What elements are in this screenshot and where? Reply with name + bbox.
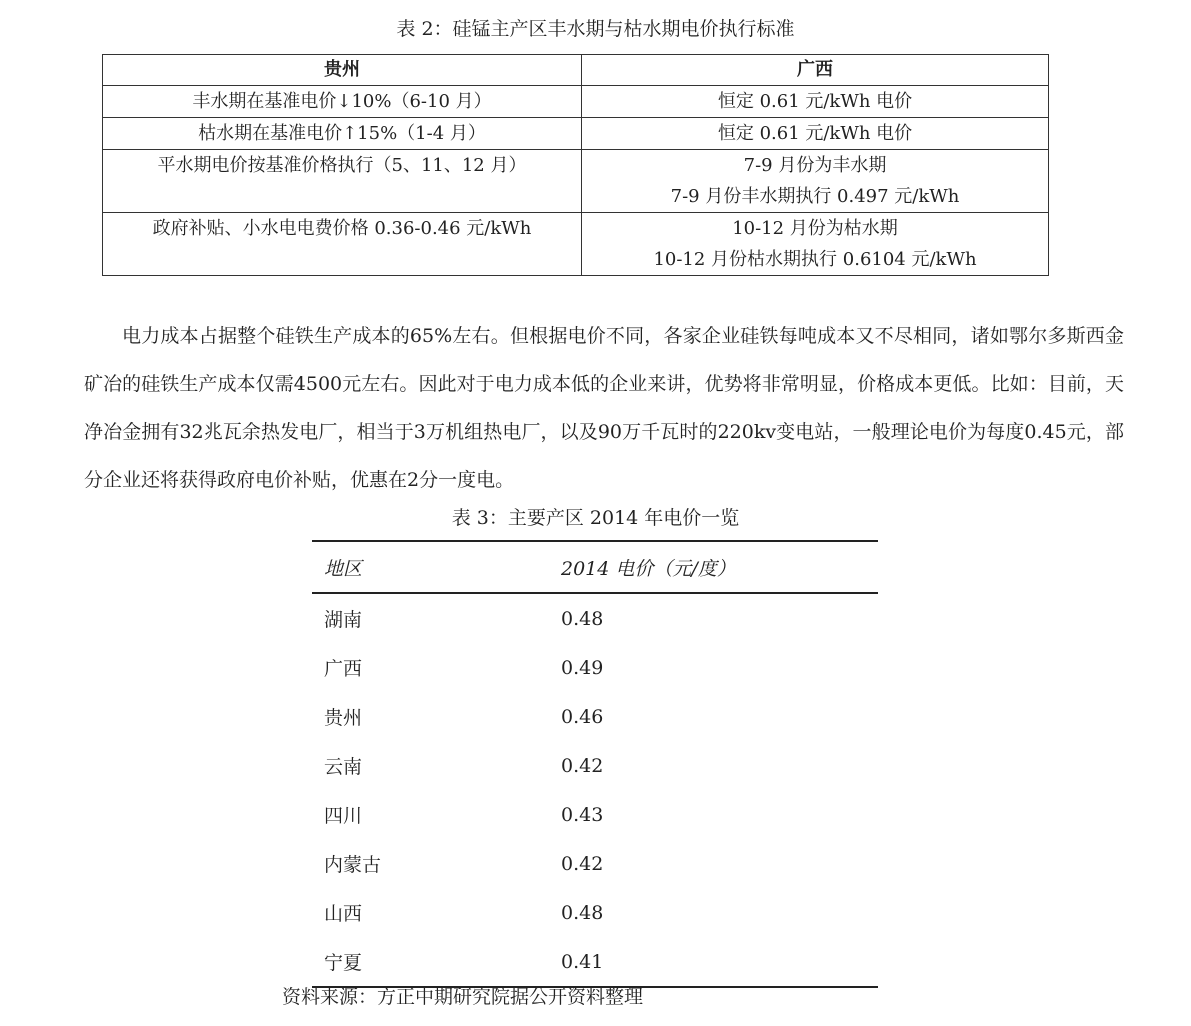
table3-price-by-region <box>312 540 878 988</box>
table3-caption: 表 3：主要产区 2014 年电价一览 <box>451 507 740 529</box>
cell-line: 枯水期在基准电价↑15%（1-4 月） <box>198 123 486 144</box>
cell-line: 丰水期在基准电价↓10%（6-10 月） <box>192 91 492 112</box>
cell-line: 恒定 0.61 元/kWh 电价 <box>717 91 913 112</box>
cell-line: 7-9 月份为丰水期 <box>743 155 887 176</box>
region-cell: 内蒙古 <box>324 854 382 876</box>
cell-line: 平水期电价按基准价格执行（5、11、12 月） <box>157 155 527 176</box>
price-cell: 0.42 <box>561 852 604 875</box>
table2-cell <box>582 150 1049 213</box>
table-row <box>312 593 878 643</box>
region-cell: 山西 <box>324 903 363 925</box>
table-row <box>103 150 1049 213</box>
table2-hydro-season-prices <box>102 54 1049 276</box>
table3-header-region: 地区 <box>312 541 561 593</box>
price-cell: 0.42 <box>561 754 604 777</box>
table2-cell <box>103 118 582 150</box>
table2-cell <box>103 86 582 118</box>
region-cell: 四川 <box>324 805 363 827</box>
table2-caption: 表 2：硅锰主产区丰水期与枯水期电价执行标准 <box>396 18 795 40</box>
table2-cell <box>582 86 1049 118</box>
table2-cell <box>582 118 1049 150</box>
table-row <box>312 741 878 790</box>
table-row <box>103 213 1049 276</box>
price-cell: 0.41 <box>561 937 878 987</box>
source-note: 资料来源：方正中期研究院据公开资料整理 <box>282 986 644 1008</box>
table2-cell <box>582 213 1049 276</box>
price-cell: 0.48 <box>561 901 604 924</box>
region-cell: 湖南 <box>324 609 363 631</box>
table2-header-guangxi: 广西 <box>582 55 1049 86</box>
region-cell: 贵州 <box>324 707 363 729</box>
table3-header-price: 2014 电价（元/度） <box>561 541 878 593</box>
table-row <box>312 643 878 692</box>
cell-line: 10-12 月份为枯水期 <box>732 218 898 239</box>
table-row <box>312 790 878 839</box>
table-row <box>312 839 878 888</box>
cell-line: 政府补贴、小水电电费价格 0.36-0.46 元/kWh <box>152 218 532 239</box>
table-row <box>103 86 1049 118</box>
cell-line: 恒定 0.61 元/kWh 电价 <box>717 123 913 144</box>
body-paragraph <box>84 312 1124 504</box>
region-cell: 宁夏 <box>312 937 561 987</box>
table-row <box>312 692 878 741</box>
table2-cell <box>103 213 582 276</box>
paragraph-text: 电力成本占据整个硅铁生产成本的65%左右。但根据电价不同，各家企业硅铁每吨成本又不尽相同，诸如鄂尔多斯西金矿冶的硅铁生产成本仅需4500元左右。因此对于电力成本低的企业来讲，优势将非常明显，价格成本更低。比如：目前，天净冶金拥有32兆瓦余热发电厂，相当于3万机组热电厂，以及90万千瓦时的220kv变电站，一般理论电价为每度0.45元，部分企业还将获得政府电价补贴，优惠在2分一度电。 <box>84 325 1124 491</box>
region-cell: 云南 <box>324 756 363 778</box>
table2-header-guizhou: 贵州 <box>103 55 582 86</box>
region-cell: 广西 <box>324 658 363 680</box>
table-row <box>312 888 878 937</box>
price-cell: 0.46 <box>561 705 604 728</box>
price-cell: 0.48 <box>561 607 604 630</box>
price-cell: 0.49 <box>561 656 604 679</box>
price-cell: 0.43 <box>561 803 604 826</box>
table-row <box>103 118 1049 150</box>
cell-line: 7-9 月份丰水期执行 0.497 元/kWh <box>670 186 960 207</box>
table2-cell <box>103 150 582 213</box>
cell-line: 10-12 月份枯水期执行 0.6104 元/kWh <box>653 249 977 270</box>
table-row <box>312 937 878 987</box>
